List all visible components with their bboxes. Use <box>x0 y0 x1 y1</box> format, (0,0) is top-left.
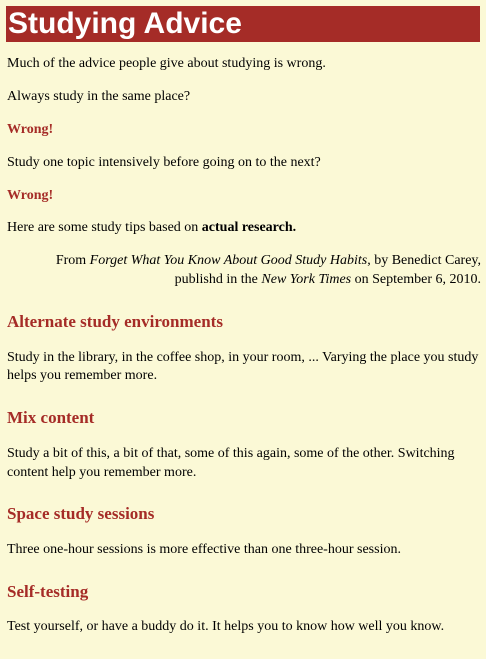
question-line: Always study in the same place? <box>7 88 191 104</box>
section-text: Test yourself, or have a buddy do it. It helps you to know how well you know. <box>7 619 445 635</box>
section-heading: Space study sessions <box>7 504 155 524</box>
citation-newspaper: New York Times <box>261 272 352 288</box>
citation-date: on September 6, 2010. <box>351 272 481 288</box>
question-line: Study one topic intensively before going on to the next? <box>7 154 321 170</box>
wrong-answer: Wrong! <box>7 121 54 137</box>
section-heading: Mix content <box>7 408 95 428</box>
section-text: Study a bit of this, a bit of that, some of this again, some of the other. Switching content help you remember more. <box>7 445 455 480</box>
main-content <box>7 55 481 659</box>
citation-article-title: Forget What You Know About Good Study Habits <box>89 253 368 269</box>
citation-from: From <box>55 253 90 269</box>
citation-author: , by Benedict Carey, publishd in the <box>174 253 481 288</box>
intro-line: Much of the advice people give about studying is wrong. <box>7 56 326 71</box>
tips-intro-text: Here are some study tips based on <box>7 220 202 236</box>
section-heading: Self-testing <box>7 581 89 601</box>
tips-intro <box>7 219 481 238</box>
page-title: Studying Advice <box>6 6 480 42</box>
section-heading: Alternate study environments <box>7 312 223 332</box>
wrong-answer: Wrong! <box>7 187 54 203</box>
section-text: Three one-hour sessions is more effective than one three-hour session. <box>7 541 401 557</box>
section-text: Study in the library, in the coffee shop, in your room, ... Varying the place you study helps you remember more. <box>7 349 479 384</box>
tips-intro-emphasis: actual research. <box>201 220 297 236</box>
citation <box>7 252 481 290</box>
